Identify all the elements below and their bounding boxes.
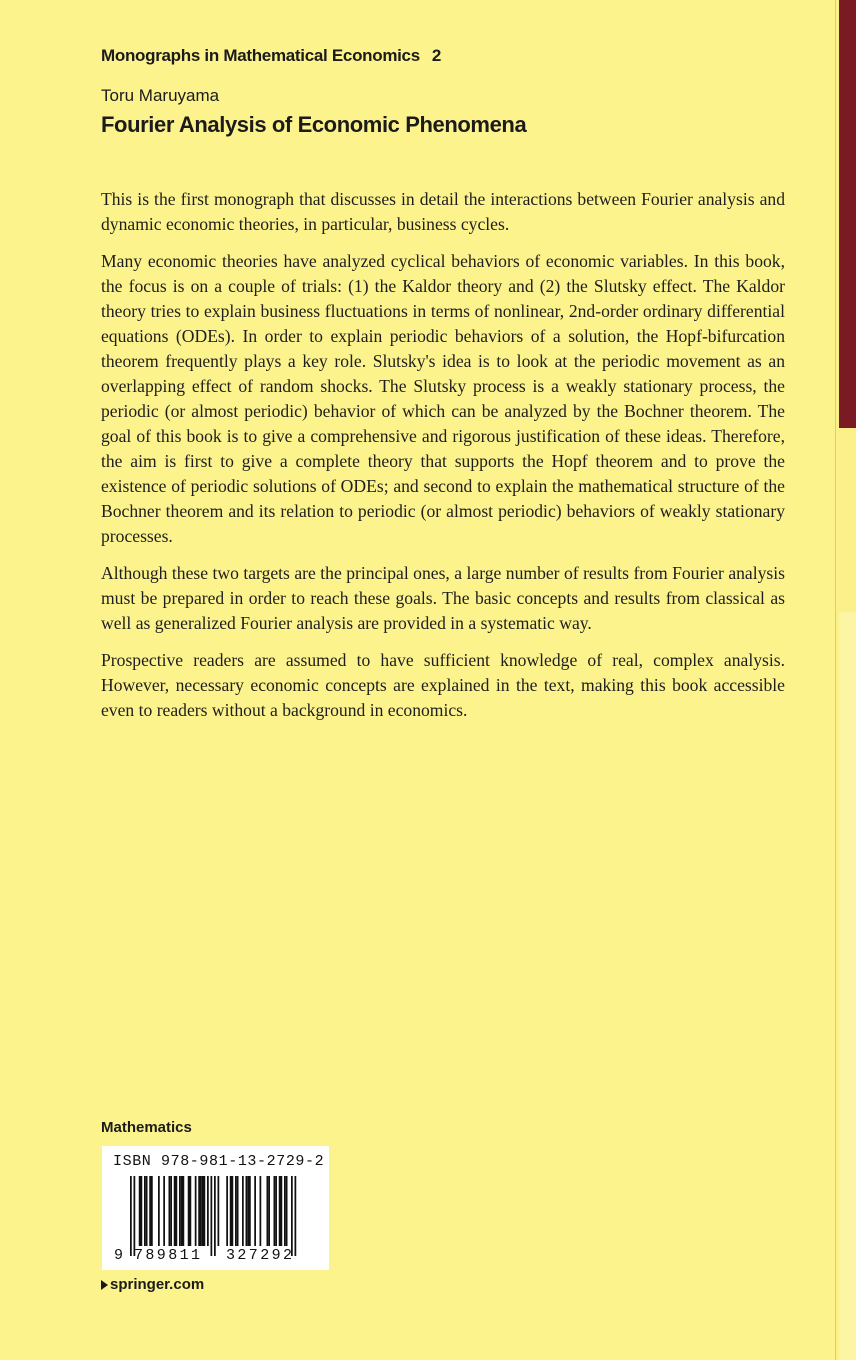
barcode-bar bbox=[226, 1176, 228, 1246]
barcode-bar bbox=[195, 1176, 197, 1246]
barcode-bar bbox=[237, 1176, 239, 1246]
barcode-bar bbox=[291, 1176, 293, 1256]
barcode-bar bbox=[169, 1176, 171, 1246]
barcode-bar bbox=[151, 1176, 153, 1246]
isbn-barcode bbox=[102, 1146, 329, 1270]
description bbox=[101, 187, 785, 735]
barcode-bar bbox=[204, 1176, 206, 1246]
barcode-bar bbox=[149, 1176, 151, 1246]
barcode-bar bbox=[176, 1176, 178, 1246]
barcode-bar bbox=[268, 1176, 270, 1246]
barcode-digit-first: 9 bbox=[114, 1247, 126, 1264]
barcode-bar bbox=[284, 1176, 286, 1246]
barcode-bar bbox=[247, 1176, 249, 1246]
barcode-bar bbox=[202, 1176, 204, 1246]
barcode-bar bbox=[198, 1176, 200, 1246]
barcode-bar bbox=[267, 1176, 269, 1246]
subject-category: Mathematics bbox=[101, 1119, 192, 1136]
description-paragraph-2: Many economic theories have analyzed cyclical behaviors of economic variables. In this book, the focus is on a couple of trials: (1) the Kaldor theory and (2) the Slutsky effect. The Kaldor theory tries to explain business fluctuations in terms of nonlinear, 2nd-order ordinary differential equations (ODEs). In order to explain periodic behaviors of a solution, the Hopf-bifurcation theorem frequently plays a key role. Slutsky's idea is to look at the periodic movement as an overlapping effect of random shocks. The Slutsky process is a weakly stationary process, the periodic (or almost periodic) behavior of which can be analyzed by the Bochner theorem. The goal of this book is to give a comprehensive and rigorous justification of these ideas. Therefore, the aim is first to give a complete theory that supports the Hopf theorem and to prove the existence of periodic solutions of ODEs; and second to explain the mathematical structure of the Bochner theorem and its relation to periodic (or almost periodic) behaviors of weakly stationary processes. bbox=[101, 251, 785, 546]
barcode-bar bbox=[183, 1176, 185, 1246]
barcode-bar bbox=[214, 1176, 216, 1256]
publisher-website[interactable]: springer.com bbox=[110, 1276, 205, 1293]
barcode-bar bbox=[275, 1176, 277, 1246]
barcode-bar bbox=[242, 1176, 244, 1246]
series-name: Monographs in Mathematical Economics bbox=[101, 46, 420, 65]
barcode-bar bbox=[130, 1176, 132, 1256]
barcode-digits-left: 789811 bbox=[134, 1247, 203, 1264]
spine-light-strip bbox=[839, 612, 856, 1360]
barcode-bar bbox=[181, 1176, 183, 1246]
spine-color-band bbox=[839, 0, 856, 428]
barcode-bar bbox=[211, 1176, 213, 1256]
barcode-bar bbox=[254, 1176, 256, 1246]
barcode-bar bbox=[163, 1176, 165, 1246]
barcode-bar bbox=[286, 1176, 288, 1246]
barcode-bar bbox=[235, 1176, 237, 1246]
barcode-bar bbox=[170, 1176, 172, 1246]
barcode-bar bbox=[174, 1176, 176, 1246]
barcode-bar bbox=[249, 1176, 251, 1246]
barcode-bar bbox=[281, 1176, 283, 1246]
barcode-bar bbox=[134, 1176, 136, 1256]
barcode-bar bbox=[246, 1176, 248, 1246]
barcode-bar bbox=[274, 1176, 276, 1246]
barcode-digits-right: 327292 bbox=[226, 1247, 295, 1264]
barcode-bar bbox=[218, 1176, 220, 1246]
arrow-right-icon bbox=[101, 1280, 108, 1290]
barcode-bar bbox=[190, 1176, 192, 1246]
description-paragraph-1: This is the first monograph that discusses in detail the interactions between Fourier analysis and dynamic economic theories, in particular, business cycles. bbox=[101, 189, 785, 234]
barcode-bar bbox=[139, 1176, 141, 1246]
series-line bbox=[101, 46, 441, 66]
barcode-bar bbox=[158, 1176, 160, 1246]
barcode-bar bbox=[232, 1176, 234, 1246]
isbn-label: ISBN 978-981-13-2729-2 bbox=[113, 1153, 325, 1170]
barcode-bar bbox=[141, 1176, 143, 1246]
barcode-bar bbox=[207, 1176, 209, 1246]
barcode-bar bbox=[188, 1176, 190, 1246]
publisher-link[interactable] bbox=[101, 1276, 204, 1293]
barcode-bar bbox=[146, 1176, 148, 1246]
author-name: Toru Maruyama bbox=[101, 86, 220, 105]
series-number: 2 bbox=[431, 46, 442, 65]
barcode-bar bbox=[230, 1176, 232, 1246]
book-title: Fourier Analysis of Economic Phenomena bbox=[101, 112, 527, 137]
barcode-bar bbox=[279, 1176, 281, 1246]
barcode-bar bbox=[179, 1176, 181, 1246]
barcode-bar bbox=[200, 1176, 202, 1246]
barcode-bar bbox=[144, 1176, 146, 1246]
description-paragraph-4: Prospective readers are assumed to have sufficient knowledge of real, complex analysis. However, necessary economic concepts are explained in the text, making this book accessible even to readers without a background in economics. bbox=[101, 650, 785, 720]
description-paragraph-3: Although these two targets are the principal ones, a large number of results from Fourier analysis must be prepared in order to reach these goals. The basic concepts and results from classical as well as generalized Fourier analysis are provided in a systematic way. bbox=[101, 563, 785, 633]
barcode-bar bbox=[260, 1176, 262, 1246]
barcode-bar bbox=[295, 1176, 297, 1256]
